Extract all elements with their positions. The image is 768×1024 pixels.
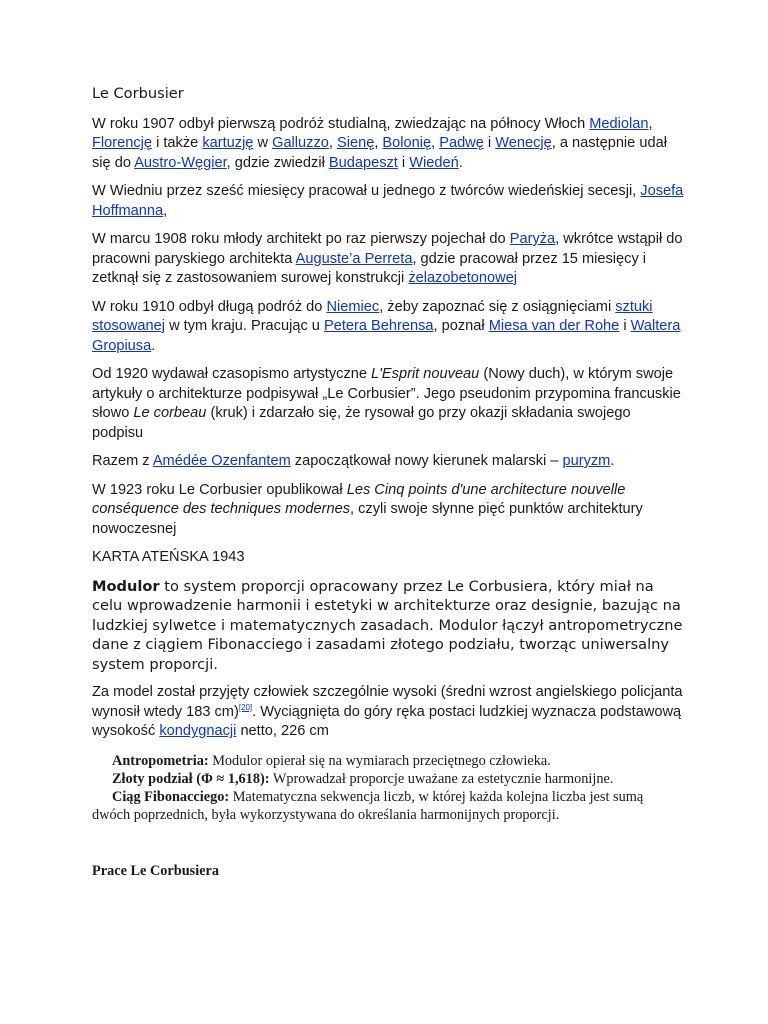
- link-budapeszt[interactable]: Budapeszt: [328, 154, 398, 171]
- footnote-ref-20[interactable]: [20]: [238, 703, 253, 713]
- link-austro-wegier[interactable]: Austro-Węgier: [134, 154, 227, 171]
- link-miesa-van-der-rohe[interactable]: Miesa van der Rohe: [488, 318, 620, 334]
- section-heading-prace: Prace Le Corbusiera: [92, 862, 220, 879]
- link-auguste-perreta[interactable]: Auguste’a Perreta: [295, 250, 413, 267]
- italic-le-corbeau: Le corbeau: [133, 405, 207, 421]
- paragraph-1920: Od 1920 wydawał czasopismo artystyczne L'Esprit nouveau (Nowy duch), w którym swoje artykuły o architekturze podpisywał „Le Corbusier”. Jego pseudonim przypomina francuskie słowo Le corbeau (kruk) i zdarzało się, że rysował go przy okazji składania swojego podpisu: [92, 366, 681, 441]
- link-wenecje[interactable]: Wenecję: [495, 135, 552, 151]
- paragraph-1907: W roku 1907 odbył pierwszą podróż studialną, zwiedzając na północy Włoch Mediolan, Florencję i także kartuzję w Galluzzo, Sienę, Bolonię, Padwę i Wenecję, a następnie udał się do Austro-Węgier, gdzie zwiedził Budapeszt i Wiedeń.: [92, 115, 667, 171]
- document-title: Le Corbusier: [92, 85, 184, 102]
- italic-esprit-nouveau: L'Esprit nouveau: [371, 366, 480, 382]
- document-page: [92, 84, 684, 880]
- link-florencje[interactable]: Florencję: [92, 135, 153, 151]
- paragraph-1910: W roku 1910 odbył długą podróż do Niemiec, żeby zapoznać się z osiągnięciami sztuki stosowanej w tym kraju. Pracując u Petera Behrensa, poznał Miesa van der Rohe i Waltera Gropiusa.: [92, 298, 681, 354]
- link-bolonie[interactable]: Bolonię: [382, 135, 432, 151]
- link-galluzzo[interactable]: Galluzzo: [272, 135, 329, 151]
- link-petera-behrensa[interactable]: Petera Behrensa: [323, 318, 434, 334]
- link-sztuki-stosowanej[interactable]: sztuki stosowanej: [92, 298, 653, 334]
- link-niemiec[interactable]: Niemiec: [326, 298, 380, 315]
- modulor-bold-term: Modulor: [92, 577, 160, 595]
- list-item: Złoty podział (Φ ≈ 1,618): Wprowadzał proporcje uważane za estetycznie harmonijne.: [112, 770, 614, 787]
- link-kartuzje[interactable]: kartuzję: [202, 135, 254, 151]
- paragraph-1908: W marcu 1908 roku młody architekt po raz pierwszy pojechał do Paryża, wkrótce wstąpił do pracowni paryskiego architekta Auguste’a Perreta, gdzie pracował przez 15 miesięcy i zetknął się z zastosowaniem surowej konstrukcji żelazobetonowej: [92, 231, 683, 286]
- paragraph-wieden: W Wiedniu przez sześć miesięcy pracował u jednego z twórców wiedeńskiej secesji, Josefa Hoffmanna,: [92, 183, 684, 219]
- link-kondygnacji[interactable]: kondygnacji: [159, 723, 237, 740]
- link-siene[interactable]: Sienę: [336, 135, 375, 151]
- link-waltera-gropiusa[interactable]: Waltera Gropiusa: [92, 318, 681, 354]
- link-amedee-ozenfantem[interactable]: Amédée Ozenfantem: [152, 453, 291, 469]
- link-puryzm[interactable]: puryzm: [562, 453, 611, 469]
- list-item: Ciąg Fibonacciego: Matematyczna sekwencja liczb, w której każda kolejna liczba jest sumą dwóch poprzednich, była wykorzystywana do określania harmonijnych proporcji.: [92, 788, 644, 823]
- list-item: Antropometria: Modulor opierał się na wymiarach przeciętnego człowieka.: [112, 752, 551, 769]
- link-paryza[interactable]: Paryża: [509, 231, 556, 247]
- paragraph-model: Za model został przyjęty człowiek szczególnie wysoki (średni wzrost angielskiego policjanta wynosił wtedy 183 cm)[20]. Wyciągnięta do góry ręka postaci ludzkiej wyznacza podstawową wysokość kondygnacji netto, 226 cm: [92, 684, 683, 740]
- paragraph-modulor: Modulor to system proporcji opracowany przez Le Corbusiera, który miał na celu wprowadzenie harmonii i estetyki w architekturze oraz designie, bazując na ludzkiej sylwetce i matematycznych zasadach. Modulor łączył antropometryczne dane z ciągiem Fibonacciego i zasadami złotego podziału, tworząc uniwersalny system proporcji.: [92, 577, 683, 673]
- link-wieden[interactable]: Wiedeń: [409, 154, 459, 171]
- link-padwe[interactable]: Padwę: [439, 135, 484, 151]
- paragraph-puryzm: Razem z Amédée Ozenfantem zapoczątkował nowy kierunek malarski – puryzm.: [92, 453, 615, 469]
- paragraph-karta-atenska: KARTA ATEŃSKA 1943: [92, 549, 245, 565]
- link-josefa-hoffmanna[interactable]: Josefa Hoffmanna: [92, 183, 684, 219]
- link-mediolan[interactable]: Mediolan: [589, 115, 649, 132]
- link-zelazobetonowej[interactable]: żelazobetonowej: [408, 270, 518, 286]
- paragraph-1923: W 1923 roku Le Corbusier opublikował Les Cinq points d'une architecture nouvelle conséquence des techniques modernes, czyli swoje słynne pięć punktów architektury nowoczesnej: [92, 481, 643, 537]
- modulor-principles-list: [92, 752, 684, 824]
- italic-cinq-points: Les Cinq points d'une architecture nouvelle conséquence des techniques modernes: [92, 481, 626, 517]
